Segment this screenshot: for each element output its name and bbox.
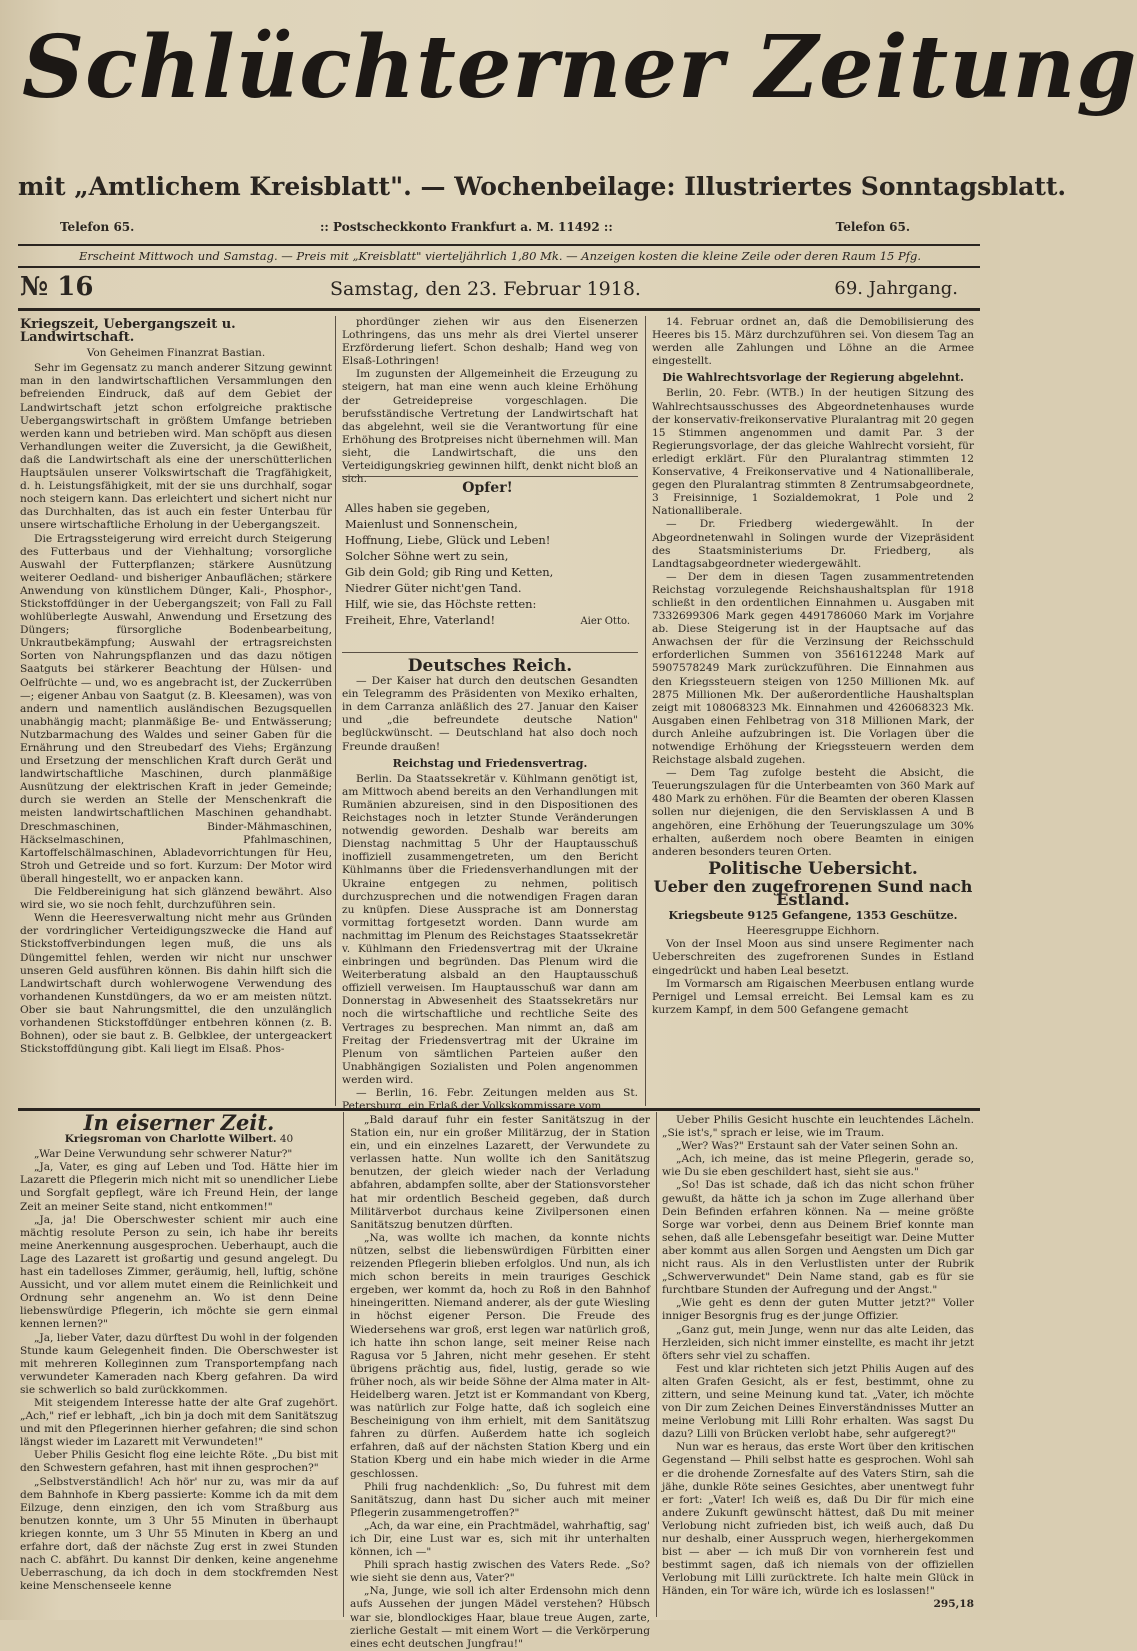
poem-title: Opfer!: [462, 480, 513, 496]
novel-paragraph: „Na, Junge, wie soll ich alter Erdensohn mich denn aufs Aussehen der jungen Mädel verstehen? Hübsch war sie, blondlockiges Haar, blaue treue Augen, zarte, zierliche Gestalt — mit einem Wort — die Verkörperung eines echt deutschen Jungfrau!": [350, 1585, 650, 1650]
novel-paragraph: Mit steigendem Interesse hatte der alte Graf zugehört. „Ach," rief er lebhaft, „ich bin ja doch mit dem Sanitätszug und mit den Pflegerinnen hierher gefahren; die sind schon längst wieder im Lazarett mit Verwundeten!": [20, 1396, 338, 1449]
section-heading-sund: Ueber den zugefrorenen Sund nach Estland.: [653, 876, 973, 910]
novel-paragraph: „Na, was wollte ich machen, da konnte nichts nützen, selbst die liebenswürdigen Fürbitten einer reizenden Pflegerin blieben erfolglos. Und nun, als ich mich schon bereits in mein trauriges Geschick ergeben, wer kommt da, hoch zu Roß in den Bahnhof hineingeritten. Niemand anderer, als der gute Wiesling in höchst eigener Person. Die Freude des Wiedersehens war groß, erst legen war natürlich groß, ich hatte ihn schon lange, seit meiner Reise nach Ragusa vor 5 Jahren, nicht mehr gesehen. Er steht übrigens prächtig aus, fidel, lustig, gerade so wie früher noch, als wir beide Söhne der Alma mater in Alt-Heidelberg waren. Jetzt ist er Kommandant von Kberg, was natürlich zur Folge hatte, daß ich sogleich eine Bescheinigung von ihm erhielt, mit dem Sanitätszug fahren zu dürfen. Außerdem hatte ich sogleich erfahren, daß auf der nächsten Station Kberg und ein Station Kberg und ein habe mich wieder in die Arme geschlossen.: [350, 1231, 650, 1480]
poem-line: Hoffnung, Liebe, Glück und Leben!: [345, 533, 551, 547]
article-paragraph: — Berlin, 16. Febr. Zeitungen melden aus St. Petersburg, ein Erlaß der Volkskommissare vom: [342, 1087, 638, 1113]
novel-paragraph: „Ach, da war eine, ein Prachtmädel, wahrhaftig, sag' ich Dir, eine Lust war es, sich mit ihr unterhalten können, ich —": [350, 1519, 650, 1559]
newspaper-title: Schlüchterner Zeitung: [22, 17, 1137, 118]
novel-paragraph: „Selbstverständlich! Ach hör' nur zu, was mir da auf dem Bahnhofe in Kberg passierte: Komme ich da mit dem Eilzuge, denn einzigen, den ich vom Straßburg aus benutzen konnte, um 3 Uhr 55 Minuten in überhaupt kriegen konnte, um 3 Uhr 55 Minuten in Kberg an und erfahre dort, daß der nächste Zug erst in zwei Stunden nach C. abfährt. Du kannst Dir denken, keine angenehme Ueberraschung, da ich doch in dem stockfremden Nest keine Menschenseele kenne: [20, 1475, 338, 1593]
section-heading-reichstag: Reichstag und Friedensvertrag.: [392, 756, 588, 770]
novel-paragraph: Phili frug nachdenklich: „So, Du fuhrest mit dem Sanitätszug, dann hast Du sicher auch mit meiner Pflegerin zusammengetroffen?": [350, 1480, 650, 1519]
postscheck-account: :: Postscheckkonto Frankfurt a. M. 11492 ::: [320, 220, 613, 234]
section-heading-wahlrecht: Die Wahlrechtsvorlage der Regierung abgelehnt.: [662, 371, 964, 385]
article-byline: Von Geheimen Finanzrat Bastian.: [86, 347, 266, 360]
column-divider: [343, 1112, 344, 1617]
novel-paragraph: „Wie geht es denn der guten Mutter jetzt?" Voller inniger Besorgnis frug es der junge Offizier.: [662, 1297, 974, 1323]
article-paragraph: — Der Kaiser hat durch den deutschen Gesandten ein Telegramm des Präsidenten von Mexiko erhalten, in dem Carranza anläßlich des 27. Januar den Kaiser und „die befreundete deutsche Nation" beglückwünscht. — Deutschland hat also doch noch Freunde draußen!: [342, 675, 638, 753]
novel-paragraph: „Ja, ja! Die Oberschwester schient mir auch eine mächtig resolute Person zu sein, ich habe ihr bereits meine Anerkennung ausgesprochen. Ueberhaupt, auch die Lage des Lazarett ist großartig und gesund angelegt. Du hast ein tadelloses Zimmer, geräumig, hell, luftig, schöne Aussicht, und vor allem mutet einem die Reinlichkeit und Ordnung sehr angenehm an. Wo ist denn Deine liebenswürdige Pflegerin, ich möchte sie gern einmal kennen lernen?": [20, 1213, 338, 1331]
novel-paragraph: „Bald darauf fuhr ein fester Sanitätszug in der Station ein, nur ein großer Militärzug, der in Station ein, und ein einzelnes Lazarett, der Verwundete zu verlassen hatte. Nun wollte ich den Sanitätszug benutzen, der gleich wieder nach der Verladung abfahren, abdampfen sollte, aber der Stationsvorsteher hat mir ordentlich Bescheid gegeben, daß durch Militärverbot durchaus keine Zivilpersonen einen Sanitätszug benutzen dürften.: [350, 1114, 650, 1231]
newspaper-subtitle: mit „Amtlichem Kreisblatt". — Wochenbeilage: Illustriertes Sonntagsblatt.: [18, 172, 1067, 201]
novel-paragraph: „Ja, lieber Vater, dazu dürftest Du wohl in der folgenden Stunde kaum Gelegenheit finden. Die Oberschwester ist mit mehreren Kolleginnen zum Transportempfang nach verwundeter Kameraden nach Kberg gefahren. Da wird sie schwerlich so bald zurückkommen.: [20, 1331, 338, 1396]
novel-paragraph: „Ja, Vater, es ging auf Leben und Tod. Hätte hier im Lazarett die Pflegerin mich nicht mit so unendlicher Liebe und Sorgfalt gepflegt, wäre ich Freund Hein, der lange Zeit an meiner Seite stand, nicht entkommen!": [20, 1161, 338, 1213]
rule-bottom: [18, 308, 980, 311]
instalment-number: 40: [279, 1133, 294, 1146]
kriegsbeute-subheading: Heeresgruppe Eichhorn.: [746, 925, 880, 938]
continuation-mark: 295,18: [933, 1598, 974, 1611]
poem-rule-bottom: [342, 652, 638, 653]
column-divider: [656, 1112, 657, 1617]
poem-opfer: [345, 480, 630, 630]
issue-number: № 16: [20, 272, 94, 302]
article-paragraph: 14. Februar ordnet an, daß die Demobilisierung des Heeres bis 15. März durchzuführen sei. Von diesem Tag an werden alle Zahlungen und Löhne an die Armee eingestellt.: [652, 316, 974, 368]
section-heading-politische-uebersicht: Politische Uebersicht.: [708, 858, 918, 879]
novel-paragraph: Ueber Philis Gesicht huschte ein leuchtendes Lächeln. „Sie ist's," sprach er leise, wie im Traum.: [662, 1114, 974, 1140]
article-paragraph: Im Vormarsch am Rigaischen Meerbusen entlang wurde Pernigel und Lemsal erreicht. Bei Lemsal kam es zu kurzem Kampf, in dem 500 Gefangene gemacht: [652, 977, 974, 1016]
novel-column-3: [662, 1114, 974, 1614]
publication-info: Erscheint Mittwoch und Samstag. — Preis mit „Kreisblatt" vierteljährlich 1,80 Mk. — Anzeigen kosten die kleine Zeile oder deren Raum 15 Pfg.: [78, 249, 922, 263]
poem-line: Hilf, wie sie, das Höchste retten:: [345, 597, 537, 611]
issue-line: [20, 272, 980, 306]
article-column-2-top: [342, 316, 638, 486]
article-paragraph: phordünger ziehen wir aus den Eisenerzen Lothringens, das uns mehr als drei Viertel unserer Erzförderung liefert. Schon deshalb; Hand weg von Elsaß-Lothringen!: [342, 316, 638, 368]
article-paragraph: Berlin, 20. Febr. (WTB.) In der heutigen Sitzung des Wahlrechtsausschusses des Abgeordnetenhauses wurde der konservativ-freikonservative Pluralantrag mit 20 gegen 15 Stimmen angenommen und damit Par. 3 der Regierungsvorlage, der das gleiche Wahlrecht vorsieht, für erledigt erklärt. Für den Pluralantrag stimmten 12 Konservative, 4 Freikonservative und 4 Nationalliberale, gegen den Pluralantrag stimmten 8 Zentrumsabgeordnete, 3 Freisinnige, 1 Sozialdemokrat, 1 Pole und 2 Nationalliberale.: [652, 387, 974, 518]
column-divider: [645, 316, 646, 1106]
poem-line: Freiheit, Ehre, Vaterland!: [345, 613, 496, 627]
poem-line: Niedrer Güter nicht'gen Tand.: [345, 581, 522, 595]
article-column-3: [652, 316, 974, 1104]
poem-line: Gib dein Gold; gib Ring und Ketten,: [345, 565, 554, 579]
column-divider: [335, 316, 336, 1106]
article-paragraph: Die Ertragssteigerung wird erreicht durch Steigerung des Futterbaus und der Viehhaltung; vorsorgliche Auswahl der Futterpflanzen; stärkere Ausnützung weiterer Oedland- und bisheriger Anbauflächen; stärkere Anwendung von künstlichem Dünger, Kali-, Phosphor-, Stickstoffdünger in der Uebergangszeit; von Fall zu Fall wohlüberlegte Auswahl, Anwendung und Ersetzung des Düngers; fürsorgliche Bodenbearbeitung, Unkrautbekämpfung; Auswahl der ertragsreichsten Sorten von Nahrungspflanzen und das dazu nötigen Saatguts bei stärkerer Beachtung der Hülsen- und Oelfrüchte — und, wo es angebracht ist, der Zuckerrüben —; eigener Anbau von Saatgut (z. B. Kleesamen), was von andern und namentlich ausländischen Bezugsquellen unabhängig macht; planmäßige Be- und Entwässerung; Nutzbarmachung des Waldes und seiner Gaben für die Ernährung und den Streubedarf des Viehs; Ergänzung und Ersetzung der menschlichen Kraft durch Gerät und landwirtschaftliche Maschinen, durch planmäßige Ausnützung der elektrischen Kraft in jeder Gemeinde; durch sie werden an Stelle der Menschenkraft die meisten landwirtschaftlichen Maschinen gehandhabt. Dreschmaschinen, Binder-Mähmaschinen, Häckselmaschinen, Pfahlmaschinen, Kartoffelschälmaschinen, Abladevorrichtungen für Heu, Stroh und Getreide und so fort. Kurzum: Der Motor wird überall hingestellt, wo er anpacken kann.: [20, 532, 332, 885]
article-column-2-bottom: [342, 656, 638, 1113]
novel-paragraph: Phili sprach hastig zwischen des Vaters Rede. „So? wie sieht sie denn aus, Vater?": [350, 1559, 650, 1585]
issue-date: Samstag, den 23. Februar 1918.: [330, 278, 641, 300]
rule-top: [18, 244, 980, 246]
novel-subtitle: [20, 1133, 338, 1146]
poem-author: Aier Otto.: [580, 616, 630, 627]
poem-line: Solcher Söhne wert zu sein,: [345, 549, 509, 563]
rule-mid: [18, 266, 980, 268]
poem-line: Alles haben sie gegeben,: [345, 501, 491, 515]
volume-year: 69. Jahrgang.: [834, 278, 958, 299]
kriegsbeute-heading: Kriegsbeute 9125 Gefangene, 1353 Geschütze.: [668, 909, 958, 923]
article-column-1: [20, 316, 332, 1104]
poem-line: Maienlust und Sonnenschein,: [345, 517, 518, 531]
novel-paragraph: „Wer? Was?" Erstaunt sah der Vater seinen Sohn an.: [676, 1140, 959, 1153]
article-heading-kriegszeit: Kriegszeit, Uebergangszeit u. Landwirtschaft.: [20, 317, 236, 346]
telephone-row: [60, 220, 910, 240]
telephone-right: Telefon 65.: [835, 220, 910, 234]
article-paragraph: Im zugunsten der Allgemeinheit die Erzeugung zu steigern, hat man eine wenn auch kleine Erhöhung der Getreidepreise vorgeschlagen. Die berufsständische Vertretung der Landwirtschaft hat das abgelehnt, weil sie die Verantwortung für eine Erhöhung des Brotpreises nicht übernehmen will. Man sieht, die Landwirtschaft, die uns den Verteidigungskrieg gewinnen hilft, denkt nicht bloß an sich.: [342, 368, 638, 486]
novel-author-line: Kriegsroman von Charlotte Wilbert.: [64, 1133, 277, 1146]
article-paragraph: — Dr. Friedberg wiedergewählt. In der Abgeordnetenwahl in Solingen wurde der Vizepräsident des Staatsministeriums Dr. Friedberg, als Landtagsabgeordneter wiedergewählt.: [652, 518, 974, 570]
novel-paragraph: Fest und klar richteten sich jetzt Philis Augen auf des alten Grafen Gesicht, als er fest, bestimmt, ohne zu zittern, und seine Meinung kund tat. „Vater, ich möchte von Dir zum Zeichen Deines Einverständnisses Mutter an meine Verlobung mit Lilli Rohr erhalten. Was sagst Du dazu? Lilli von Brücken verlobt habe, sehr aufgeregt?": [662, 1362, 974, 1441]
novel-paragraph: „So! Das ist schade, daß ich das nicht schon früher gewußt, da hätte ich ja schon im Zuge allerhand über Dein Befinden erfahren können. Na — meine größte Sorge war vorbei, denn aus Deinem Brief konnte man sehen, daß alle Lebensgefahr beseitigt war. Deine Mutter aber kommt aus allen Sorgen und Aengsten um Dich gar nicht raus. Als in den Verlustlisten unter der Rubrik „Schwerverwundet" Dein Name stand, gab es für sie furchtbare Stunden der Aufregung und der Angst.": [662, 1179, 974, 1297]
telephone-left: Telefon 65.: [60, 220, 135, 234]
novel-paragraph: „Ganz gut, mein Junge, wenn nur das alte Leiden, das Herzleiden, sich nicht immer einstellte, es macht ihr jetzt öfters sehr viel zu schaffen.: [662, 1323, 974, 1362]
article-paragraph: — Der dem in diesen Tagen zusammentretenden Reichstag vorzulegende Reichshaushaltsplan für 1918 schließt in den ordentlichen Einnahmen u. Ausgaben mit 7332699306 Mark gegen 4491786060 Mark im Vorjahre ab. Diese Steigerung ist in der Hauptsache auf das Anwachsen der für die Verzinsung der Reichsschuld erforderlichen Summen von 3561612248 Mark auf 5907578249 Mark zurückzuführen. Die Einnahmen aus den Kriegssteuern steigen von 1250 Millionen Mk. auf 2875 Millionen Mk. Der außerordentliche Haushaltsplan zeigt mit 108068323 Mk. Einnahmen und 426068323 Mk. Ausgaben einen Fehlbetrag von 318 Millionen Mark, der durch Anleihe aufzubringen ist. Die Vorlagen über die notwendige Erhöhung der Kriegssteuern werden dem Reichstage alsbald zugehen.: [652, 570, 974, 767]
novel-column-2: [350, 1114, 650, 1650]
article-paragraph: Wenn die Heeresverwaltung nicht mehr aus Gründen der vordringlicher Verteidigungszwecke die Hand auf Stickstoffverbindungen legen muß, die uns als Düngemittel fehlen, werden wir nicht nur unschwer unseren Geld ausführen können. Bis dahin hilft sich die Landwirtschaft durch wohlerwogene Verwendung des vorhandenen Kunstdüngers, da wo er am meisten nützt. Ober sie baut Nahrungsmittel, die den unzulänglich vorhandenen Stickstoffdünger entbehren können (z. B. Bohnen), oder sie baut z. B. Gelbklee, der untergeackert Stickstoffdüngung gibt. Kali liegt im Elsaß. Phos-: [20, 912, 332, 1056]
poem-rule-top: [342, 476, 638, 477]
novel-title: In eiserner Zeit.: [83, 1110, 275, 1135]
masthead: [0, 0, 1137, 180]
novel-paragraph: „Ach, ich meine, das ist meine Pflegerin, gerade so, wie Du sie eben geschildert hast, sieht sie aus.": [662, 1153, 974, 1179]
section-heading-deutsches-reich: Deutsches Reich.: [407, 656, 573, 676]
article-paragraph: Von der Insel Moon aus sind unsere Regimenter nach Ueberschreiten des zugefrorenen Sundes in Estland eingedrückt und haben Leal besetzt.: [652, 938, 974, 977]
article-paragraph: Die Feldbereinigung hat sich glänzend bewährt. Also wird sie, wo sie noch fehlt, durchzuführen sein.: [20, 886, 332, 912]
article-paragraph: Sehr im Gegensatz zu manch anderer Sitzung gewinnt man in den landwirtschaftlichen Versammlungen den befreienden Eindruck, daß auf dem Gebiet der Landwirtschaft jetzt schon erfolgreiche praktische Uebergangswirtschaft in größtem Umfange betrieben werden kann und betrieben wird. Man schöpft aus diesen Verhandlungen weiter die Zuversicht, ja die Gewißheit, daß die Landwirtschaft als eine der unerschütterlichen Hauptsäulen unserer Volkswirtschaft die Tragfähigkeit, d. h. Leistungsfähigkeit, mit der sie uns durchhalf, sogar noch steigern kann. Das erleichtert und sichert nicht nur das Durchhalten, das ist auch ein fester Unterbau für unsere wirtschaftliche Erholung in der Uebergangszeit.: [20, 362, 332, 532]
novel-column-1: [20, 1110, 338, 1614]
novel-paragraph: „War Deine Verwundung sehr schwerer Natur?": [34, 1148, 293, 1161]
novel-paragraph: Ueber Philis Gesicht flog eine leichte Röte. „Du bist mit den Schwestern gefahren, hast mit ihnen gesprochen?": [20, 1449, 338, 1475]
article-paragraph: — Dem Tag zufolge besteht die Absicht, die Teuerungszulagen für die Unterbeamten von 360 Mark auf 480 Mark zu erhöhen. Für die Beamten der oberen Klassen sollen nur diejenigen, die den Servisklassen A und B angehören, eine Erhöhung der Teuerungszulage um 30% erhalten, außerdem noch obere Beamten in einigen anderen besonders teuren Orten.: [652, 767, 974, 858]
novel-paragraph: Nun war es heraus, das erste Wort über den kritischen Gegenstand — Phili selbst hatte es gesprochen. Wohl sah er die drohende Zornesfalte auf des Vaters Stirn, sah die jähe, dunkle Röte seines Gesichtes, aber unentwegt fuhr er fort: „Vater! Ich weiß es, daß Du Dir für mich eine andere Zukunft gewünscht hättest, daß Du mit meiner Verlobung nicht zufrieden bist, ich weiß auch, daß Du nur deshalb, einer Ausspruch wegen, hierhergekommen bist — aber — ich muß Dir von vornherein fest und bestimmt sagen, daß ich niemals von der offiziellen Verlobung mit Lilli zurücktrete. Ich halte mein Glück in Händen, ein Tor wäre ich, würde ich es loslassen!": [662, 1441, 974, 1598]
article-paragraph: Berlin. Da Staatssekretär v. Kühlmann genötigt ist, am Mittwoch abend bereits an den Verhandlungen mit Rumänien abzureisen, sind in den Dispositionen des Reichstages noch in letzter Stunde Veränderungen notwendig geworden. Deshalb war bereits am Dienstag nachmittag 5 Uhr der Hauptausschuß inoffiziell zusammengetreten, um den Bericht Kühlmanns über die Friedensverhandlungen mit der Ukraine entgegen zu nehmen, politisch durchzusprechen und die notwendigen Fragen daran zu knüpfen. Diese Aussprache ist am Donnerstag vormittag fortgesetzt worden. Dann wurde am nachmittag im Plenum des Reichstages Staatssekretär v. Kühlmann den Friedensvertrag mit der Ukraine einbringen und begründen. Das Plenum wird die Weiterberatung alsbald an den Hauptausschuß offiziell verweisen. Im Hauptausschuß war dann am Donnerstag in Abwesenheit des Staatssekretärs nur noch die wirtschaftliche und rechtliche Seite des Vertrages zu besprechen. Man nimmt an, daß am Freitag der Friedensvertrag mit der Ukraine im Plenum von sämtlichen Parteien außer den Unabhängigen Sozialisten und Polen angenommen werden wird.: [342, 772, 638, 1086]
